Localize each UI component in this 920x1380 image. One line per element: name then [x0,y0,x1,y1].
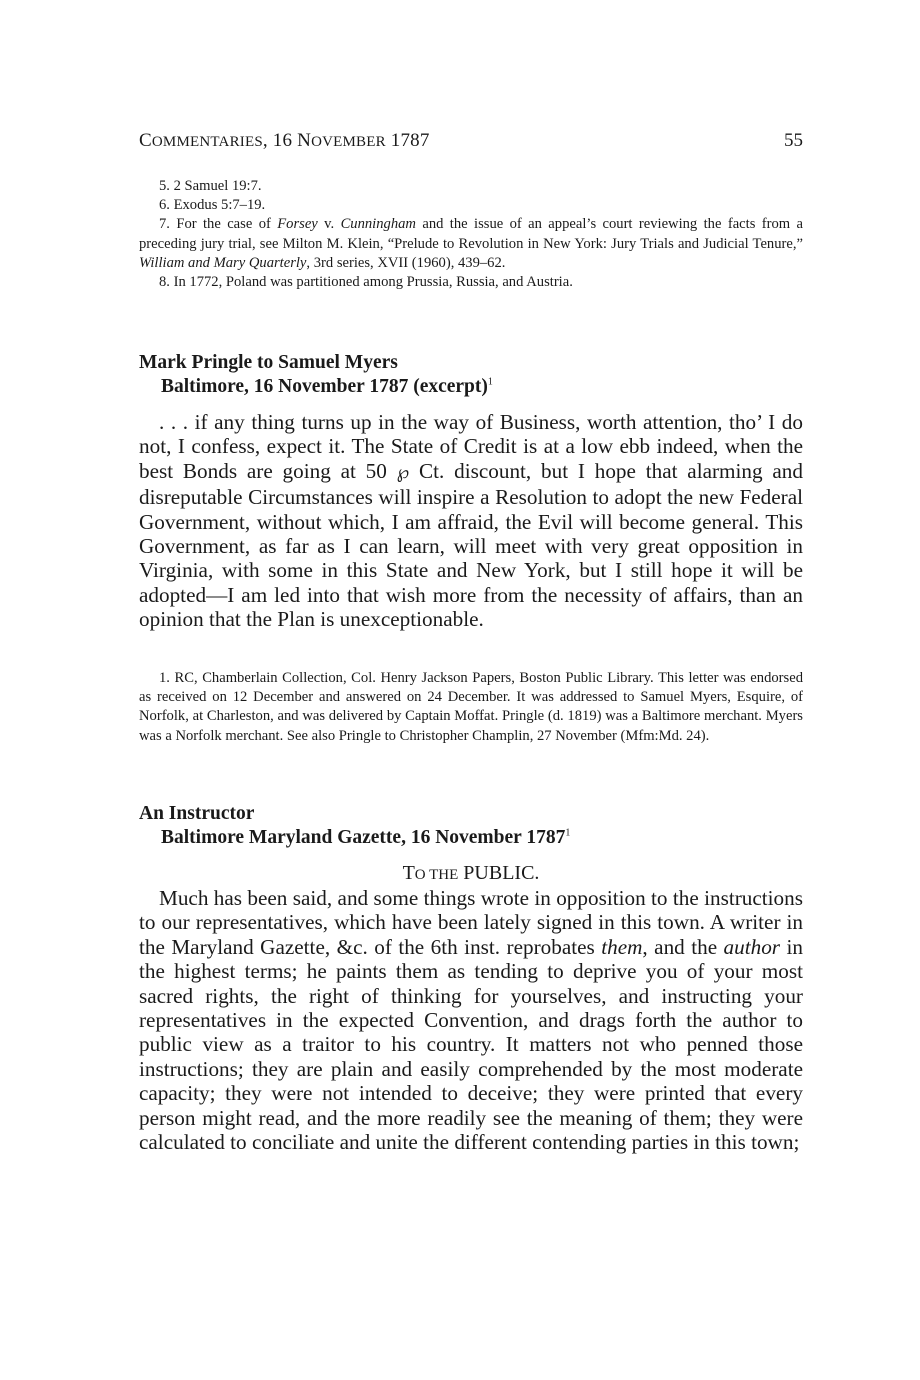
footnote-1: 1. RC, Chamberlain Collection, Col. Henry Jackson Papers, Boston Public Library. This letter was endorsed as received on 12 December and answered on 24 December. It was addressed to Samuel Myers, Esquire, of Norfolk, at Charleston, and was delivered by Captain Moffat. Pringle (d. 1819) was a Baltimore merchant. Myers was a Norfolk merchant. See also Pringle to Christopher Champlin, 27 November (Mfm:Md. 24). [139,670,803,744]
footnote-pringle [139,669,803,746]
note-5: 5. 2 Samuel 19:7. [159,178,262,194]
previous-notes [139,177,803,292]
heading-line-1: Mark Pringle to Samuel Myers [139,352,398,373]
heading-line-2: Baltimore, 16 November 1787 (excerpt)$^1$ [161,376,493,397]
note-8: 8. In 1772, Poland was partitioned among Prussia, Russia, and Austria. [159,274,573,291]
note-6: 6. Exodus 5:7–19. [159,197,266,214]
section-heading-pringle [139,351,803,399]
letter-paragraph: . . . if any thing turns up in the way of Business, worth attention, tho’ I do not, I confess, expect it. The State of Credit is at a low ebb indeed, when the best Bonds are going at 50 ℘ Ct. discount, but I hope that alarming and disreputable Circumstances will inspire a Resolution to adopt the new Federal Government, without which, I am affraid, the Evil will become general. This Government, as far as I can learn, will meet with very great opposition in Virginia, with some in this State and New York, but I still hope it will be adopted—I am led into that wish more from the necessity of affairs, than an opinion that the Plan is unexceptionable. [139,410,803,632]
letter-paragraph: Much has been said, and some things wrote in opposition to the instructions to our representatives, which have been lately signed in this town. A writer in the Maryland Gazette, &c. of the 6th inst. reprobates them, and the author in the highest terms; he paints them as tending to deprive you of your most sacred rights, the right of thinking for yourselves, and instructing your representatives in the expected Convention, and drags forth the author to public view as a traitor to his country. It matters not who penned those instructions; they are plain and easily comprehended by the most moderate capacity; they were not intended to deceive; they were printed that every person might read, and the more readily see the meaning of them; they were calculated to conciliate and unite the different contending parties in this town; [139,886,803,1155]
per-symbol: ℘ [396,461,410,483]
running-head [139,130,803,152]
note-7: 7. For the case of Forsey v. Cunningham and the issue of an appeal’s court reviewing the facts from a preceding jury trial, see Milton M. Klein, “Prelude to Revolution in New York: Jury Trials and Judicial Tenure,” William and Mary Quarterly, 3rd series, XVII (1960), 439–62. [139,216,803,271]
heading-line-1: An Instructor [139,803,255,824]
running-head-title: COMMENTARIES, 16 NOVEMBER 1787 [139,130,430,151]
heading-line-2: Baltimore Maryland Gazette, 16 November 1787$^1$ [161,827,571,848]
letter-body-instructor [139,886,803,1154]
center-title: TO THE PUBLIC. [402,862,540,884]
letter-body-pringle [139,410,803,632]
page-number: 55 [784,130,803,151]
section-heading-instructor [139,802,803,850]
